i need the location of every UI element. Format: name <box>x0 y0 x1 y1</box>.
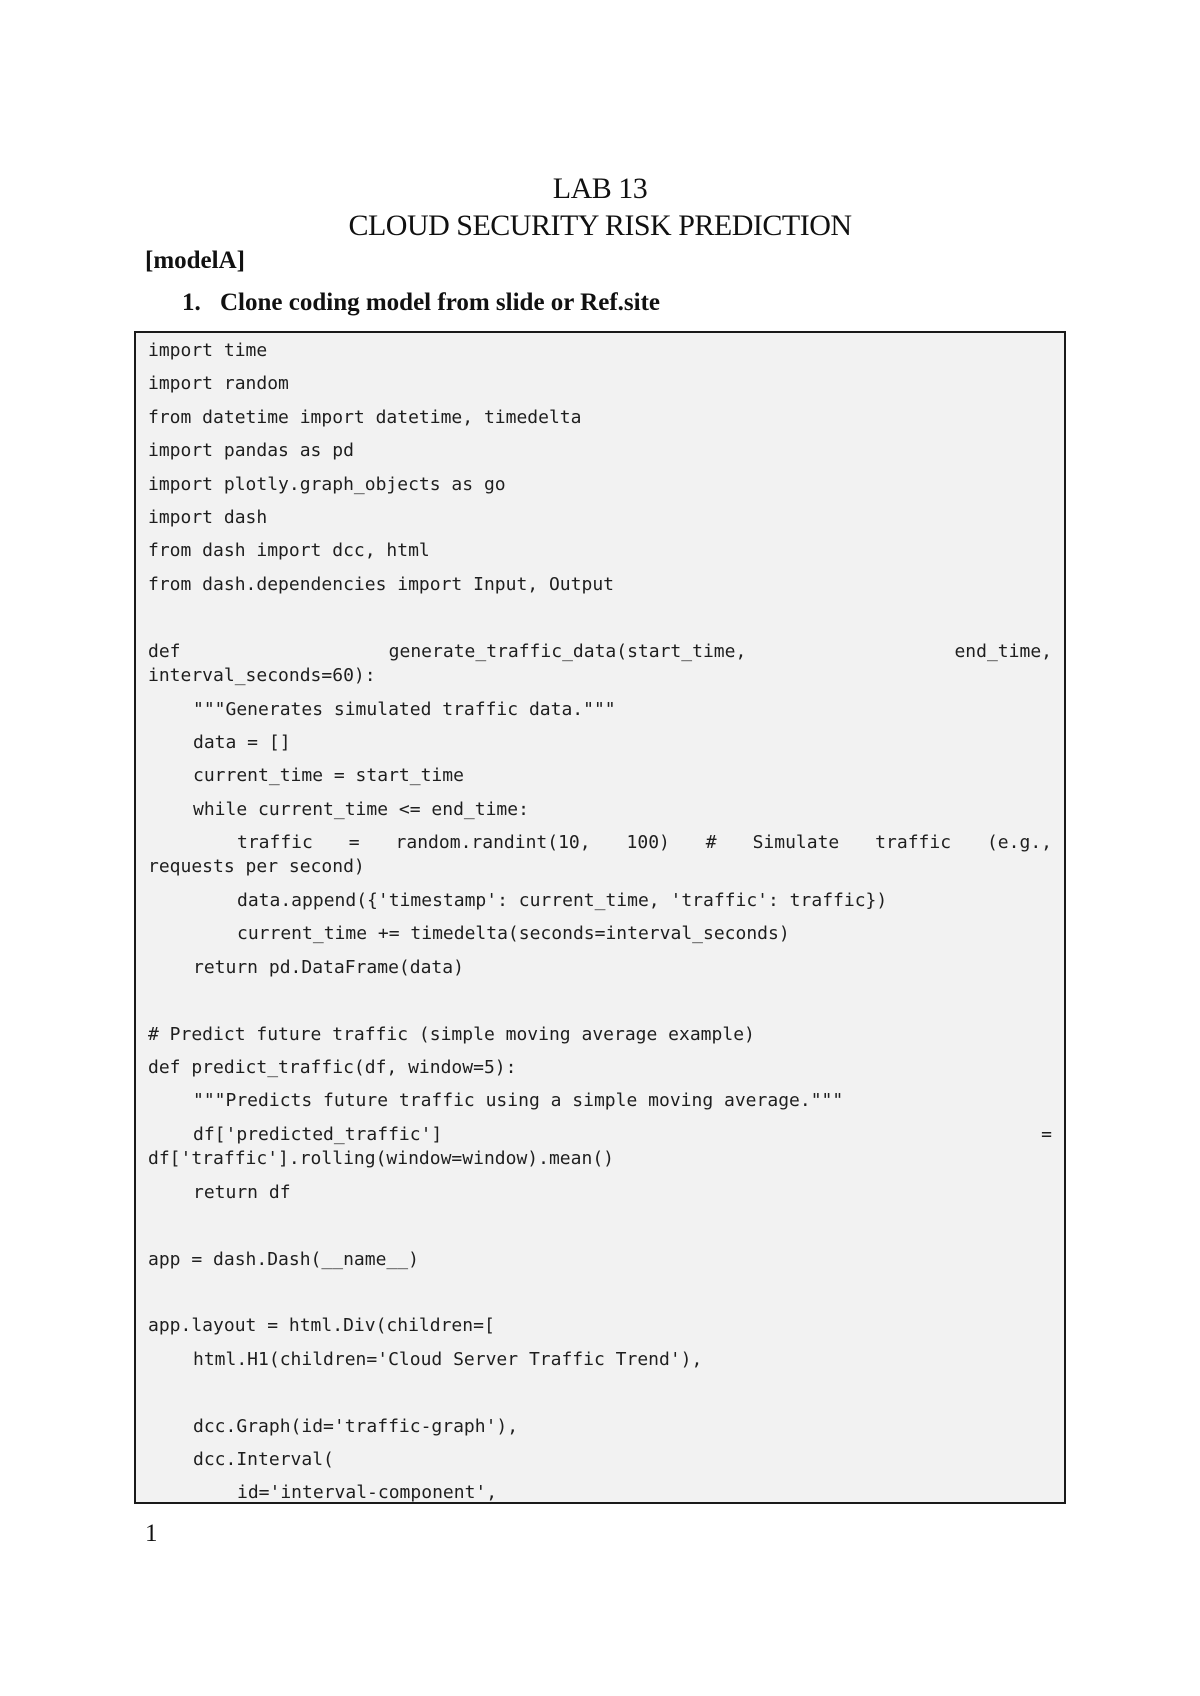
code-line: id='interval-component', <box>237 1482 498 1504</box>
code-line: df['predicted_traffic'] = <box>193 1123 1052 1145</box>
code-comment-line: # Predict future traffic (simple moving average example) <box>148 1023 755 1045</box>
code-line: interval_seconds=60): <box>148 664 376 686</box>
code-listing <box>148 339 1052 1504</box>
code-line-wrapped <box>148 831 1052 889</box>
code-line: from datetime import datetime, timedelta <box>148 406 582 428</box>
document-title <box>0 170 1200 244</box>
code-line: import pandas as pd <box>148 440 354 462</box>
step-text: Clone coding model from slide or Ref.site <box>220 289 661 316</box>
code-line: app.layout = html.Div(children=[ <box>148 1315 495 1337</box>
code-line: data = [] <box>193 731 291 753</box>
code-block <box>134 331 1066 1504</box>
code-line: df['traffic'].rolling(window=window).mean() <box>148 1147 614 1169</box>
code-line: data.append({'timestamp': current_time, 'traffic': traffic}) <box>237 890 888 912</box>
code-line-blank <box>148 1214 1052 1247</box>
code-line: return df <box>193 1181 291 1203</box>
code-line: traffic = random.randint(10, 100) # Simulate traffic (e.g., <box>237 832 1052 854</box>
title-lab-name: CLOUD SECURITY RISK PREDICTION <box>348 209 852 242</box>
code-line-blank <box>148 1381 1052 1414</box>
code-line: current_time += timedelta(seconds=interval_seconds) <box>237 923 790 945</box>
code-line: dcc.Graph(id='traffic-graph'), <box>193 1415 519 1437</box>
page-number: 1 <box>145 1520 158 1547</box>
code-line: return pd.DataFrame(data) <box>193 956 464 978</box>
code-line: """Predicts future traffic using a simple moving average.""" <box>193 1090 844 1112</box>
title-lab-number: LAB 13 <box>552 172 648 205</box>
code-line-blank <box>148 1281 1052 1314</box>
code-line: app = dash.Dash(__name__) <box>148 1248 419 1270</box>
step-heading <box>182 288 660 318</box>
section-label: [modelA] <box>145 247 245 274</box>
code-line: def generate_traffic_data(start_time, end_time, <box>148 640 1052 662</box>
code-line-blank <box>148 606 1052 639</box>
code-line: from dash.dependencies import Input, Output <box>148 573 614 595</box>
code-line: def predict_traffic(df, window=5): <box>148 1057 517 1079</box>
code-line: import random <box>148 373 289 395</box>
code-line: """Generates simulated traffic data.""" <box>193 698 616 720</box>
code-line-wrapped <box>148 1123 1052 1181</box>
code-line: html.H1(children='Cloud Server Traffic Trend'), <box>193 1348 703 1370</box>
code-line: from dash import dcc, html <box>148 540 430 562</box>
code-line-blank <box>148 989 1052 1022</box>
code-line: dcc.Interval( <box>193 1448 334 1470</box>
step-number: 1. <box>182 289 201 316</box>
code-line: import time <box>148 340 268 361</box>
code-line: requests per second) <box>148 856 365 878</box>
code-line: import plotly.graph_objects as go <box>148 473 506 495</box>
code-line: current_time = start_time <box>193 765 464 787</box>
code-line: import dash <box>148 506 268 528</box>
code-line-wrapped <box>148 640 1052 698</box>
code-line: while current_time <= end_time: <box>193 798 529 820</box>
